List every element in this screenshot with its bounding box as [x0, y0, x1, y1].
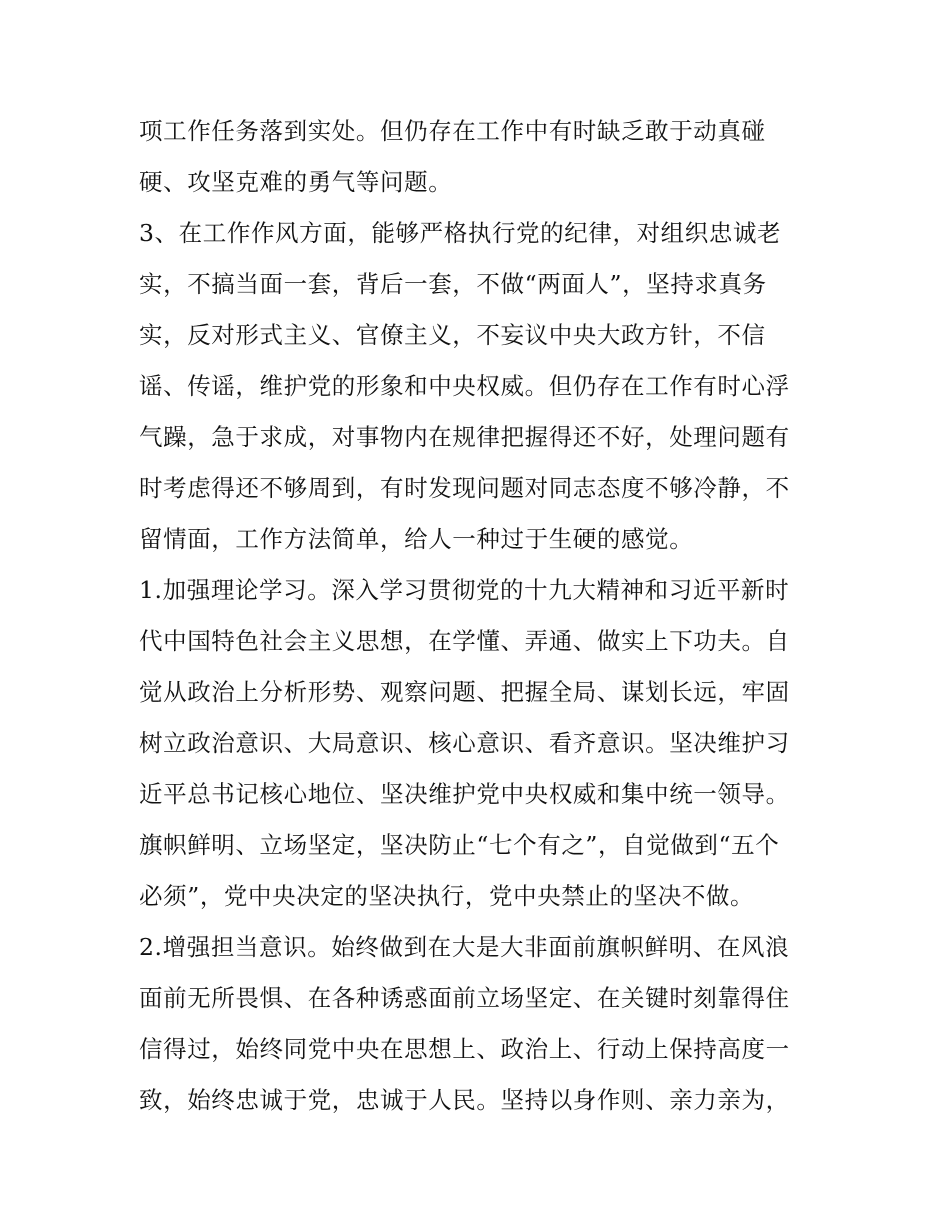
text-line: 2.增强担当意识。始终做到在大是大非面前旗帜鲜明、在风浪	[139, 933, 790, 961]
text-line: 旗帜鲜明、立场坚定，坚决防止“七个有之”，自觉做到“五个	[139, 831, 780, 859]
text-line: 3、在工作作风方面，能够严格执行党的纪律，对组织忠诚老	[139, 219, 782, 247]
text-line: 近平总书记核心地位、坚决维护党中央权威和集中统一领导。	[139, 780, 790, 808]
document-body	[139, 106, 819, 1126]
text-line: 留情面，工作方法简单，给人一种过于生硬的感觉。	[139, 525, 694, 553]
text-line: 代中国特色社会主义思想，在学懂、弄通、做实上下功夫。自	[139, 627, 790, 655]
text-line: 谣、传谣，维护党的形象和中央权威。但仍存在工作有时心浮	[139, 372, 790, 400]
text-line: 致，始终忠诚于党，忠诚于人民。坚持以身作则、亲力亲为，	[139, 1086, 790, 1114]
text-line: 实，不搞当面一套，背后一套，不做“两面人”，坚持求真务	[139, 270, 767, 298]
text-line: 实，反对形式主义、官僚主义，不妄议中央大政方针，不信	[139, 321, 766, 349]
text-line: 信得过，始终同党中央在思想上、政治上、行动上保持高度一	[139, 1035, 790, 1063]
text-line: 项工作任务落到实处。但仍存在工作中有时缺乏敢于动真碰	[139, 117, 766, 145]
text-line: 硬、攻坚克难的勇气等问题。	[139, 168, 453, 196]
text-line: 觉从政治上分析形势、观察问题、把握全局、谋划长远，牢固	[139, 678, 790, 706]
text-line: 必须”，党中央决定的坚决执行，党中央禁止的坚决不做。	[139, 882, 755, 910]
text-line: 树立政治意识、大局意识、核心意识、看齐意识。坚决维护习	[139, 729, 790, 757]
text-line: 1.加强理论学习。深入学习贯彻党的十九大精神和习近平新时	[139, 576, 790, 604]
text-line: 面前无所畏惧、在各种诱惑面前立场坚定、在关键时刻靠得住	[139, 984, 790, 1012]
text-line: 时考虑得还不够周到，有时发现问题对同志态度不够冷静，不	[139, 474, 790, 502]
text-line: 气躁，急于求成，对事物内在规律把握得还不好，处理问题有	[139, 423, 790, 451]
